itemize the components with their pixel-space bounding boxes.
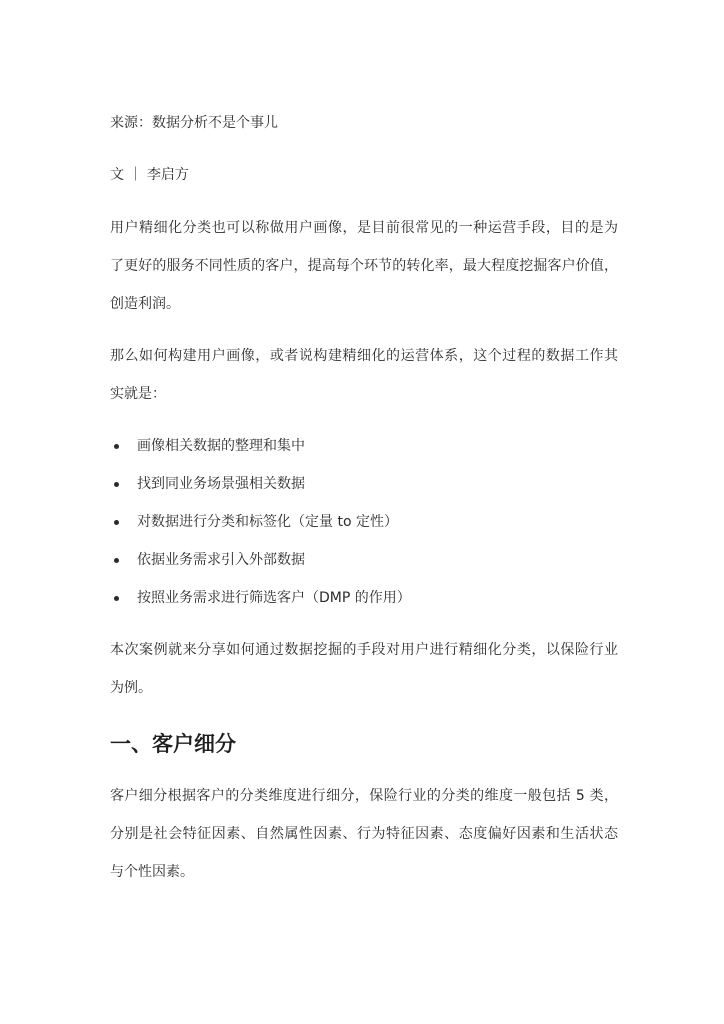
author-line: 文 ｜ 李启方 xyxy=(110,167,189,183)
bullet-dot-icon xyxy=(114,520,119,525)
paragraph-line: 客户细分根据客户的分类维度进行细分，保险行业的分类的维度一般包括 5 类， xyxy=(110,788,618,804)
bullet-dot-icon xyxy=(114,444,119,449)
paragraph-line: 用户精细化分类也可以称做用户画像，是目前很常见的一种运营手段，目的是为 xyxy=(110,220,618,236)
list-item-text: 按照业务需求进行筛选客户（DMP 的作用） xyxy=(137,590,411,606)
list-item-text: 对数据进行分类和标签化（定量 to 定性） xyxy=(137,514,398,530)
bullet-dot-icon xyxy=(114,558,119,563)
paragraph-line: 分别是社会特征因素、自然属性因素、行为特征因素、态度偏好因素和生活状态 xyxy=(110,826,618,842)
list-item-text: 依据业务需求引入外部数据 xyxy=(137,552,305,568)
paragraph-line: 创造利润。 xyxy=(110,296,180,312)
paragraph-line: 那么如何构建用户画像，或者说构建精细化的运营体系，这个过程的数据工作其 xyxy=(110,348,618,364)
paragraph-line: 与个性因素。 xyxy=(110,864,194,880)
paragraph-line: 为例。 xyxy=(110,680,152,696)
list-item-text: 找到同业务场景强相关数据 xyxy=(137,476,305,492)
paragraph-line: 本次案例就来分享如何通过数据挖掘的手段对用户进行精细化分类，以保险行业 xyxy=(110,642,618,658)
bullet-dot-icon xyxy=(114,596,119,601)
section-heading: 一、客户细分 xyxy=(110,732,236,756)
paragraph-line: 实就是： xyxy=(110,386,166,402)
paragraph-line: 了更好的服务不同性质的客户，提高每个环节的转化率，最大程度挖掘客户价值， xyxy=(110,258,618,274)
source-line: 来源：数据分析不是个事儿 xyxy=(110,115,278,131)
list-item-text: 画像相关数据的整理和集中 xyxy=(137,438,305,454)
bullet-dot-icon xyxy=(114,482,119,487)
